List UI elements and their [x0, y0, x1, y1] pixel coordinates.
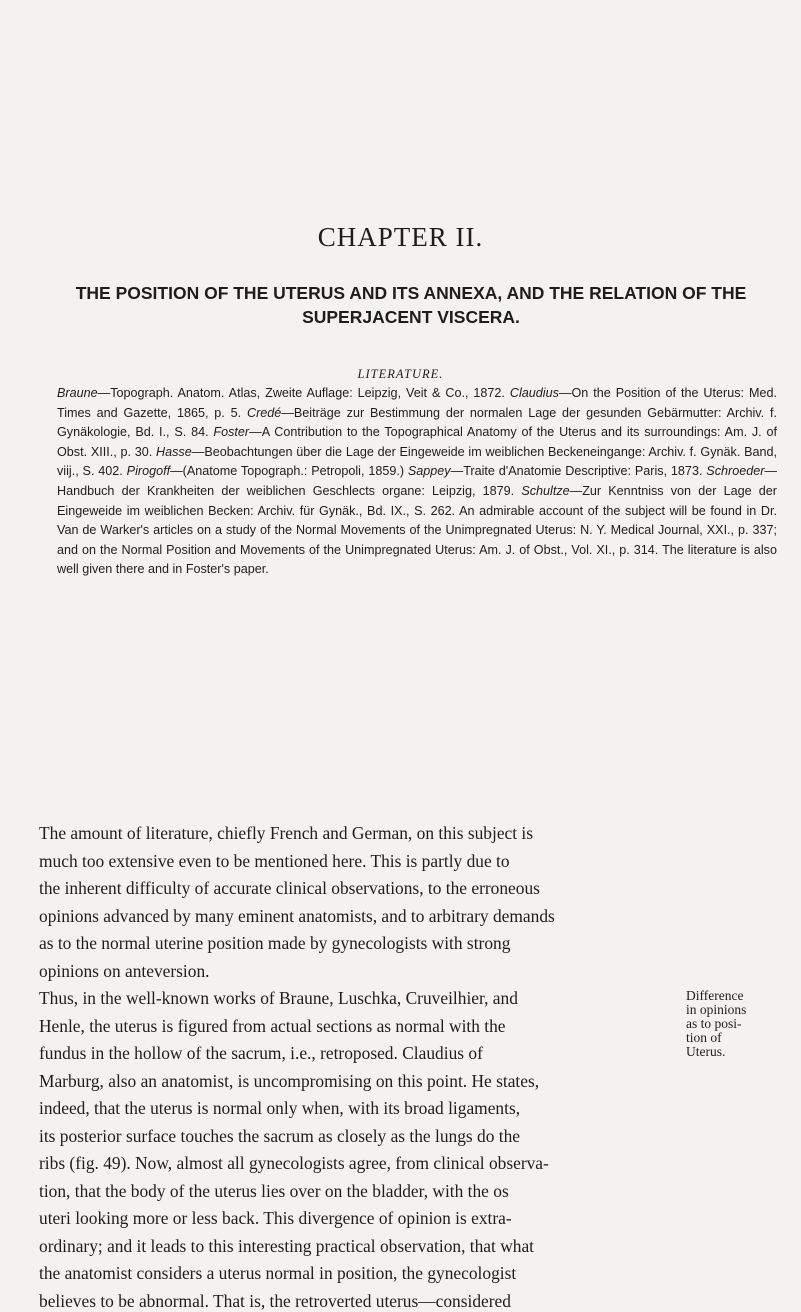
margin-note-line: as to posi- [686, 1016, 742, 1032]
body-text-line: as to the normal uterine position made by gynecologists with strong [39, 933, 511, 954]
margin-note-line: in opinions [686, 1002, 747, 1018]
body-text-line: ribs (fig. 49). Now, almost all gynecologists agree, from clinical observa- [39, 1153, 549, 1174]
literature-entry [127, 464, 408, 478]
literature-heading: LITERATURE. [357, 367, 444, 381]
literature-author: Claudius [509, 386, 559, 400]
body-text-line: much too extensive even to be mentioned here. This is partly due to [39, 850, 510, 871]
margin-note [686, 989, 796, 1059]
literature-citation: —Handbuch der Krankheiten der weiblichen Geschlects organe: Leipzig, 1879. [57, 464, 777, 498]
body-text-line: Thus, in the well-known works of Braune, Luschka, Cruveilhier, and [39, 988, 518, 1009]
literature-citation: —Zur Kenntniss von der Lage der Eingeweide im weiblichen Becken: Archiv. für Gynäk., Bd. IX., S. 262. [57, 483, 777, 518]
literature-citation: —(Anatome Topograph.: Petropoli, 1859.) [170, 464, 408, 479]
body-text-line: the anatomist considers a uterus normal in position, the gynecologist [39, 1263, 517, 1284]
body-text-line: Marburg, also an anatomist, is uncompromising on this point. He states, [39, 1070, 540, 1091]
body-text-line: opinions on anteversion. [39, 960, 210, 981]
literature-citation: —Topograph. Anatom. Atlas, Zweite Auflage: Leipzig, Veit & Co., 1872. [97, 386, 510, 400]
literature-entry [408, 464, 706, 478]
body-text-line: The amount of literature, chiefly French and German, on this subject is [39, 823, 534, 843]
literature-author: Hasse [156, 444, 192, 459]
literature-author: Sappey [407, 464, 451, 479]
body-text-line: fundus in the hollow of the sacrum, i.e., retroposed. Claudius of [39, 1043, 483, 1064]
literature-author: Credé [247, 405, 282, 420]
literature-citation: —On the Position of the Uterus: Med. Times and Gazette, 1865, p. 5. [57, 386, 777, 420]
body-text-line: the inherent difficulty of accurate clinical observations, to the erroneous [39, 878, 540, 899]
literature-citation: —Traite d'Anatomie Descriptive: Paris, 1873. [450, 464, 707, 479]
chapter-heading: CHAPTER II. [317, 222, 484, 252]
literature-author: Schroeder [706, 464, 765, 479]
margin-note-line: tion of [686, 1030, 722, 1046]
body-text-line: opinions advanced by many eminent anatomists, and to arbitrary demands [39, 905, 555, 926]
body-text-line: its posterior surface touches the sacrum as closely as the lungs do the [39, 1125, 521, 1146]
body-text-line: ordinary; and it leads to this interesting practical observation, that what [39, 1235, 535, 1256]
literature-citation: —A Contribution to the Topographical Anatomy of the Uterus and its surroundings: Am. J. of Obst. XIII., p. 30. [57, 425, 778, 459]
body-text-line: uteri looking more or less back. This divergence of opinion is extra- [39, 1208, 512, 1229]
margin-note-line: Uterus. [686, 1044, 726, 1060]
literature-author: Foster [213, 425, 250, 440]
body-text-line: indeed, that the uterus is normal only when, with its broad ligaments, [39, 1098, 521, 1119]
section-title: THE POSITION OF THE UTERUS AND ITS ANNEXA, AND THE RELATION OF THE SUPERJACENT VISCERA. [75, 283, 747, 327]
margin-note-line: Difference [686, 988, 744, 1004]
body-text-line: Henle, the uterus is figured from actual sections as normal with the [39, 1015, 506, 1036]
literature-author: Schultze [521, 483, 570, 498]
literature-list [57, 384, 777, 580]
literature-entry [57, 386, 510, 400]
body-text-line: believes to be abnormal. That is, the retroverted uterus—considered [39, 1291, 511, 1311]
literature-note: An admirable account of the subject will be found in Dr. Van de Warker's articles on a study of the Normal Movements of the Unimpregnated Uterus: N. Y. Medical Journal, XXI., p. 337; and on the Normal Position and Movements of the Unimpregnated Uterus: Am. J. of Obst., Vol. XI., p. 314. The literature is also well given there and in Foster's paper. [57, 503, 778, 577]
body-text-line: tion, that the body of the uterus lies over on the bladder, with the os [39, 1180, 509, 1201]
literature-author: Braune [57, 386, 98, 400]
literature-citation: —Beiträge zur Bestimmung der normalen Lage der gesunden Gebärmutter: Archiv. f. Gynäkologie, Bd. I., S. 84. [57, 405, 777, 440]
literature-citation: —Beobachtungen über die Lage der Eingeweide im weiblichen Beckeneingange: Archiv. f. Gynäk. Band, viij., S. 402. [57, 444, 777, 479]
literature-author: Pirogoff [126, 464, 171, 479]
